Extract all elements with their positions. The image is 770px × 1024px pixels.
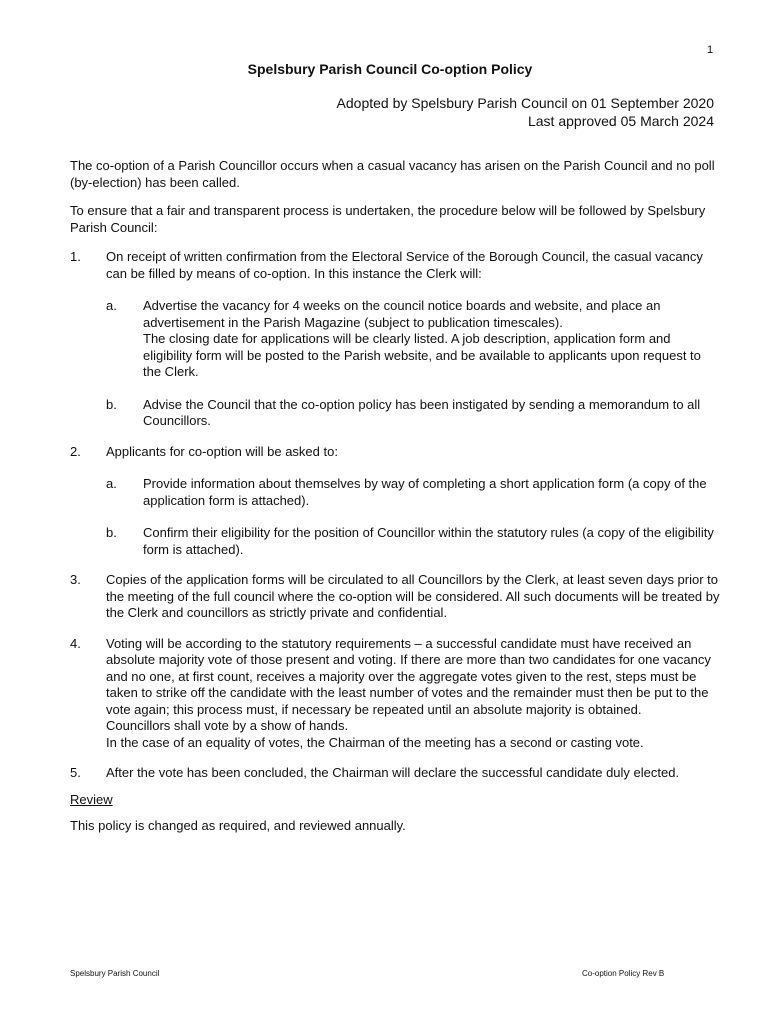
list-item bbox=[70, 249, 720, 430]
item-number: 2. bbox=[70, 443, 81, 459]
sub-item-text: Advise the Council that the co-option policy has been instigated by sending a memorandum to all Councillors. bbox=[143, 396, 701, 428]
sub-item-letter: b. bbox=[106, 525, 117, 540]
sub-item bbox=[106, 298, 720, 381]
list-item bbox=[70, 765, 720, 782]
sub-item-text: The closing date for applications will be clearly listed. A job description, application form and eligibility form will be posted to the Parish website, and be available to applicants upon request to the Clerk. bbox=[143, 331, 701, 379]
item-number: 5. bbox=[70, 765, 81, 780]
sub-item bbox=[106, 525, 720, 558]
item-text: Copies of the application forms will be circulated to all Councillors by the Clerk, at least seven days prior to the meeting of the full council where the co-option will be considered. All such documents will be treated by the Clerk and councillors as strictly private and confidential. bbox=[106, 572, 720, 620]
sub-item-text: Confirm their eligibility for the position of Councillor within the statutory rules (a copy of the eligibility form is attached). bbox=[143, 525, 714, 557]
sub-item-text: Advertise the vacancy for 4 weeks on the council notice boards and website, and place an advertisement in the Parish Magazine (subject to publication timescales). bbox=[143, 298, 661, 330]
item-text: Councillors shall vote by a show of hands. bbox=[106, 718, 349, 733]
sub-item-letter: a. bbox=[106, 298, 117, 313]
approved-date: Last approved 05 March 2024 bbox=[527, 113, 714, 129]
adopted-date: Adopted by Spelsbury Parish Council on 01 September 2020 bbox=[336, 95, 714, 111]
item-text: After the vote has been concluded, the Chairman will declare the successful candidate duly elected. bbox=[106, 765, 680, 780]
item-text: Voting will be according to the statutory requirements – a successful candidate must have received an absolute majority vote of those present and voting. If there are more than two candidates for one vacancy and no one, at first count, receives a majority over the aggregate votes given to the rest, steps must be taken to strike off the candidate with the least number of votes and the remainder must then be put to the vote again; this process must, if necessary be repeated until an absolute majority is obtained. bbox=[106, 635, 711, 717]
item-text: Applicants for co-option will be asked to: bbox=[106, 443, 338, 459]
page-title: Spelsbury Parish Council Co-option Policy bbox=[247, 61, 533, 77]
item-text: In the case of an equality of votes, the Chairman of the meeting has a second or casting vote. bbox=[106, 734, 644, 750]
footer-left: Spelsbury Parish Council bbox=[70, 969, 160, 978]
item-text: On receipt of written confirmation from the Electoral Service of the Borough Council, the casual vacancy can be filled by means of co-option. In this instance the Clerk will: bbox=[106, 249, 703, 281]
adoption-info bbox=[337, 94, 714, 130]
review-text: This policy is changed as required, and reviewed annually. bbox=[70, 818, 406, 833]
intro-paragraph: To ensure that a fair and transparent process is undertaken, the procedure below will be followed by Spelsbury Parish Council: bbox=[70, 203, 706, 235]
review-heading: Review bbox=[70, 791, 113, 807]
intro-paragraph: The co-option of a Parish Councillor occurs when a casual vacancy has arisen on the Parish Council and no poll (by-election) has been called. bbox=[70, 158, 715, 190]
item-number: 3. bbox=[70, 572, 81, 587]
page-number: 1 bbox=[707, 44, 714, 56]
item-number: 4. bbox=[70, 635, 81, 651]
sub-item bbox=[106, 397, 720, 430]
sub-item-text: Provide information about themselves by way of completing a short application form (a copy of the application form is attached). bbox=[143, 476, 707, 508]
footer-right: Co-option Policy Rev B bbox=[582, 969, 665, 978]
sub-item bbox=[106, 476, 720, 509]
list-item bbox=[70, 572, 720, 622]
list-item bbox=[70, 636, 720, 752]
item-number: 1. bbox=[70, 249, 81, 264]
policy-body bbox=[70, 158, 720, 835]
sub-item-letter: a. bbox=[106, 476, 117, 491]
sub-item-letter: b. bbox=[106, 396, 117, 412]
list-item bbox=[70, 444, 720, 559]
